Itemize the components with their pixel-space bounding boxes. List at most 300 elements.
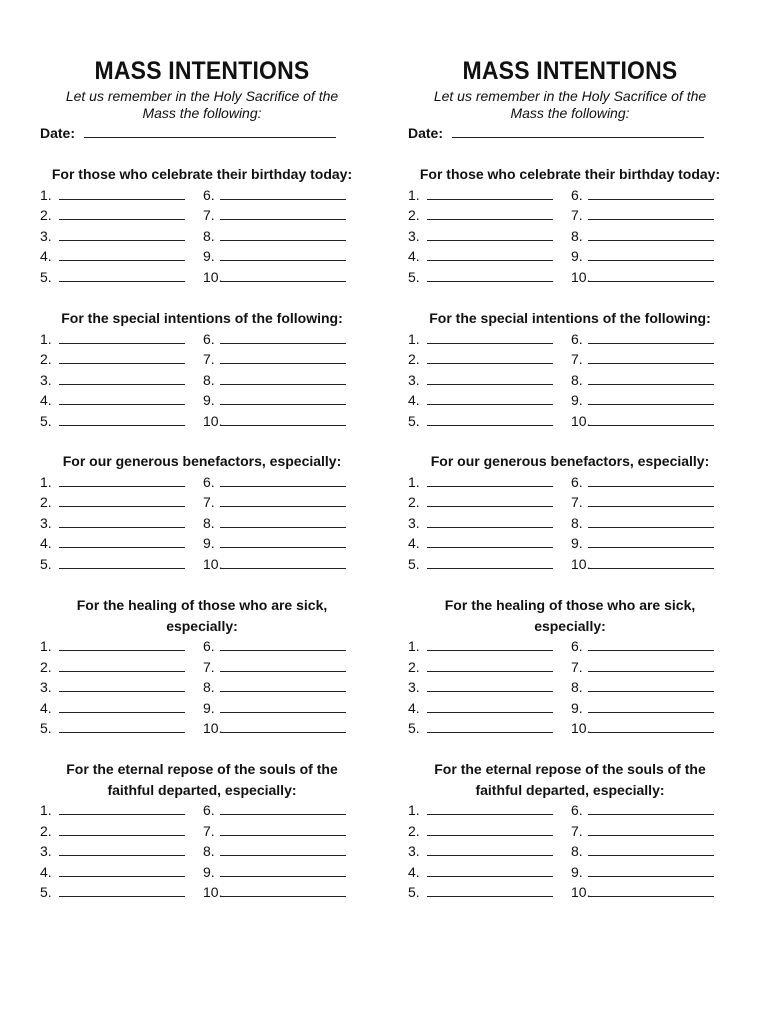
name-entry	[203, 246, 346, 267]
entry-number: 8.	[203, 843, 215, 859]
name-line-row	[37, 698, 367, 719]
entry-number: 6.	[203, 186, 215, 203]
name-entry	[203, 349, 346, 370]
name-entry	[408, 657, 553, 678]
name-blank-line[interactable]	[59, 842, 185, 856]
entry-number: 10.	[571, 412, 591, 429]
name-entry	[571, 657, 714, 678]
name-blank-line[interactable]	[220, 842, 346, 856]
entry-number: 9.	[571, 535, 583, 551]
name-entry	[408, 636, 553, 657]
name-entry	[203, 390, 346, 411]
entry-number: 5.	[40, 720, 52, 736]
name-blank-line[interactable]	[220, 247, 346, 261]
name-blank-line[interactable]	[59, 268, 185, 282]
name-entry	[408, 698, 553, 719]
name-blank-line[interactable]	[59, 534, 185, 548]
name-line-row	[405, 267, 735, 288]
name-blank-line[interactable]	[427, 473, 553, 487]
name-entry	[408, 226, 553, 247]
name-blank-line[interactable]	[588, 514, 714, 528]
name-entry	[203, 185, 346, 206]
name-entry	[40, 533, 185, 554]
name-blank-line[interactable]	[220, 883, 346, 897]
name-blank-line[interactable]	[220, 371, 346, 385]
name-entry	[40, 513, 185, 534]
name-line-row	[37, 513, 367, 534]
name-blank-line[interactable]	[588, 330, 714, 344]
entry-number: 2.	[40, 822, 52, 839]
name-blank-line[interactable]	[588, 555, 714, 569]
name-entry	[40, 349, 185, 370]
name-line-row	[37, 718, 367, 739]
name-blank-line[interactable]	[59, 637, 185, 651]
entry-number: 7.	[571, 351, 583, 367]
name-entry	[571, 677, 714, 698]
name-blank-line[interactable]	[588, 822, 714, 836]
name-blank-line[interactable]	[427, 350, 553, 364]
entry-number: 2.	[40, 351, 52, 367]
entry-number: 5.	[40, 555, 52, 572]
name-blank-line[interactable]	[59, 822, 185, 836]
name-blank-line[interactable]	[427, 883, 553, 897]
name-blank-line[interactable]	[588, 842, 714, 856]
name-blank-line[interactable]	[588, 350, 714, 364]
name-blank-line[interactable]	[427, 371, 553, 385]
name-blank-line[interactable]	[220, 534, 346, 548]
name-entry	[40, 698, 185, 719]
name-entry	[40, 226, 185, 247]
name-entry	[40, 718, 185, 739]
name-blank-line[interactable]	[588, 186, 714, 200]
name-entry	[571, 698, 714, 719]
name-entry	[408, 349, 553, 370]
name-blank-line[interactable]	[220, 658, 346, 672]
name-line-row	[405, 636, 735, 657]
section-heading: For the eternal repose of the souls of the faithful departed, especially:	[434, 761, 706, 798]
name-blank-line[interactable]	[220, 186, 346, 200]
entry-number: 1.	[40, 802, 52, 818]
name-line-row	[405, 492, 735, 513]
section-heading: For the healing of those who are sick, especially:	[76, 597, 328, 634]
entry-number: 3.	[40, 843, 52, 859]
name-entry	[408, 718, 553, 739]
entry-number: 5.	[408, 720, 420, 736]
name-blank-line[interactable]	[59, 883, 185, 897]
name-line-row	[405, 677, 735, 698]
name-entry	[203, 677, 346, 698]
name-line-row	[405, 862, 735, 883]
name-blank-line[interactable]	[427, 227, 553, 241]
name-blank-line[interactable]	[220, 555, 346, 569]
name-line-row	[405, 472, 735, 493]
entry-number: 6.	[571, 638, 583, 654]
entry-number: 10.	[203, 884, 223, 900]
entry-number: 10.	[203, 412, 223, 429]
entry-number: 3.	[408, 679, 420, 695]
name-entry	[408, 862, 553, 883]
name-entry	[408, 246, 553, 267]
entry-number: 5.	[408, 555, 420, 572]
name-blank-line[interactable]	[220, 227, 346, 241]
name-blank-line[interactable]	[220, 637, 346, 651]
name-line-row	[405, 513, 735, 534]
name-blank-line[interactable]	[427, 534, 553, 548]
name-blank-line[interactable]	[588, 883, 714, 897]
name-blank-line[interactable]	[588, 699, 714, 713]
entry-number: 5.	[40, 268, 52, 285]
entry-number: 6.	[571, 330, 583, 347]
name-blank-line[interactable]	[220, 678, 346, 692]
name-entry	[408, 513, 553, 534]
intention-section	[37, 308, 367, 431]
section-heading: For those who celebrate their birthday today:	[51, 166, 353, 182]
name-entry	[408, 205, 553, 226]
name-blank-line[interactable]	[59, 801, 185, 815]
name-blank-line[interactable]	[427, 822, 553, 836]
name-blank-line[interactable]	[59, 658, 185, 672]
name-entry	[203, 841, 346, 862]
name-blank-line[interactable]	[220, 206, 346, 220]
entry-number: 4.	[408, 392, 420, 408]
name-line-row	[405, 329, 735, 350]
name-blank-line[interactable]	[220, 412, 346, 426]
intention-section	[405, 308, 735, 431]
entry-number: 6.	[203, 473, 215, 490]
name-line-row	[405, 370, 735, 391]
entry-number: 2.	[408, 207, 420, 223]
name-entry	[40, 492, 185, 513]
name-line-row	[37, 492, 367, 513]
intention-section	[405, 451, 735, 574]
name-blank-line[interactable]	[427, 678, 553, 692]
name-blank-line[interactable]	[220, 473, 346, 487]
name-blank-line[interactable]	[427, 637, 553, 651]
entry-number: 6.	[203, 638, 215, 654]
entry-number: 10.	[571, 884, 591, 900]
entry-number: 9.	[571, 863, 583, 880]
entry-number: 3.	[408, 227, 420, 244]
name-blank-line[interactable]	[220, 514, 346, 528]
name-blank-line[interactable]	[588, 534, 714, 548]
entry-number: 9.	[203, 863, 215, 880]
name-entry	[203, 718, 346, 739]
name-line-row	[37, 370, 367, 391]
entry-number: 9.	[571, 392, 583, 408]
name-entry	[203, 226, 346, 247]
name-blank-line[interactable]	[220, 391, 346, 405]
name-line-row	[37, 677, 367, 698]
name-lines	[405, 636, 735, 739]
entry-number: 3.	[408, 371, 420, 388]
name-entry	[40, 636, 185, 657]
name-blank-line[interactable]	[220, 493, 346, 507]
entry-number: 7.	[203, 207, 215, 223]
entry-number: 10.	[203, 268, 223, 285]
entry-number: 6.	[571, 802, 583, 818]
name-entry	[408, 800, 553, 821]
name-entry	[203, 657, 346, 678]
name-blank-line[interactable]	[220, 822, 346, 836]
name-blank-line[interactable]	[588, 371, 714, 385]
name-line-row	[405, 205, 735, 226]
name-blank-line[interactable]	[59, 206, 185, 220]
name-blank-line[interactable]	[59, 247, 185, 261]
intention-section	[37, 759, 367, 903]
name-lines	[37, 329, 367, 432]
name-line-row	[37, 390, 367, 411]
entry-number: 4.	[408, 248, 420, 264]
name-blank-line[interactable]	[427, 206, 553, 220]
intention-section	[405, 759, 735, 903]
name-entry	[203, 800, 346, 821]
entry-number: 5.	[40, 412, 52, 429]
name-line-row	[405, 226, 735, 247]
name-entry	[408, 329, 553, 350]
entry-number: 8.	[571, 679, 583, 695]
name-entry	[408, 882, 553, 903]
name-entry	[571, 636, 714, 657]
name-blank-line[interactable]	[59, 555, 185, 569]
name-blank-line[interactable]	[427, 330, 553, 344]
name-blank-line[interactable]	[588, 391, 714, 405]
name-blank-line[interactable]	[427, 555, 553, 569]
date-label: Date:	[40, 125, 76, 141]
name-blank-line[interactable]	[427, 493, 553, 507]
name-entry	[571, 205, 714, 226]
name-blank-line[interactable]	[59, 391, 185, 405]
name-line-row	[37, 636, 367, 657]
name-entry	[408, 677, 553, 698]
name-blank-line[interactable]	[59, 371, 185, 385]
name-blank-line[interactable]	[427, 268, 553, 282]
name-blank-line[interactable]	[59, 186, 185, 200]
name-blank-line[interactable]	[588, 206, 714, 220]
name-blank-line[interactable]	[427, 699, 553, 713]
name-blank-line[interactable]	[59, 350, 185, 364]
name-blank-line[interactable]	[59, 493, 185, 507]
name-blank-line[interactable]	[427, 801, 553, 815]
entry-number: 8.	[203, 227, 215, 244]
name-entry	[571, 554, 714, 575]
name-line-row	[405, 882, 735, 903]
name-entry	[203, 554, 346, 575]
name-blank-line[interactable]	[588, 473, 714, 487]
intention-section	[37, 451, 367, 574]
entry-number: 1.	[408, 186, 420, 203]
entry-number: 3.	[408, 514, 420, 531]
name-line-row	[37, 226, 367, 247]
name-entry	[40, 800, 185, 821]
entry-number: 1.	[408, 330, 420, 347]
name-line-row	[37, 554, 367, 575]
name-blank-line[interactable]	[588, 658, 714, 672]
name-entry	[40, 370, 185, 391]
name-entry	[40, 411, 185, 432]
name-entry	[40, 657, 185, 678]
name-blank-line[interactable]	[427, 863, 553, 877]
name-entry	[40, 821, 185, 842]
name-entry	[203, 329, 346, 350]
name-blank-line[interactable]	[220, 801, 346, 815]
name-blank-line[interactable]	[220, 699, 346, 713]
name-blank-line[interactable]	[588, 637, 714, 651]
name-blank-line[interactable]	[427, 186, 553, 200]
entry-number: 2.	[40, 494, 52, 510]
entry-number: 10.	[571, 268, 591, 285]
name-blank-line[interactable]	[59, 863, 185, 877]
name-line-row	[405, 246, 735, 267]
name-blank-line[interactable]	[59, 719, 185, 733]
entry-number: 10.	[571, 720, 591, 736]
name-entry	[571, 492, 714, 513]
name-blank-line[interactable]	[59, 473, 185, 487]
name-line-row	[37, 800, 367, 821]
name-entry	[203, 821, 346, 842]
name-entry	[571, 390, 714, 411]
name-blank-line[interactable]	[59, 227, 185, 241]
name-line-row	[405, 718, 735, 739]
name-blank-line[interactable]	[59, 678, 185, 692]
name-line-row	[405, 698, 735, 719]
name-entry	[40, 185, 185, 206]
form-subtitle: Let us remember in the Holy Sacrifice of the Mass the following:	[65, 88, 339, 121]
entry-number: 6.	[203, 802, 215, 818]
name-blank-line[interactable]	[588, 863, 714, 877]
name-blank-line[interactable]	[588, 719, 714, 733]
entry-number: 8.	[203, 371, 215, 388]
entry-number: 5.	[408, 412, 420, 429]
name-blank-line[interactable]	[59, 514, 185, 528]
name-entry	[40, 882, 185, 903]
name-blank-line[interactable]	[59, 330, 185, 344]
name-line-row	[37, 411, 367, 432]
name-entry	[203, 636, 346, 657]
date-blank-line[interactable]	[84, 124, 336, 138]
name-line-row	[37, 205, 367, 226]
name-blank-line[interactable]	[588, 412, 714, 426]
name-entry	[571, 349, 714, 370]
entry-number: 6.	[571, 186, 583, 203]
name-entry	[571, 370, 714, 391]
entry-number: 8.	[571, 843, 583, 859]
name-blank-line[interactable]	[588, 678, 714, 692]
entry-number: 2.	[40, 658, 52, 675]
name-blank-line[interactable]	[588, 268, 714, 282]
section-heading: For the special intentions of the following:	[429, 310, 711, 326]
entry-number: 5.	[408, 268, 420, 285]
name-lines	[37, 800, 367, 903]
section-heading: For the healing of those who are sick, especially:	[444, 597, 696, 634]
intention-section	[405, 164, 735, 287]
entry-number: 4.	[408, 535, 420, 551]
entry-number: 7.	[571, 207, 583, 223]
name-entry	[571, 533, 714, 554]
name-lines	[405, 472, 735, 575]
entry-number: 4.	[40, 863, 52, 880]
entry-number: 7.	[203, 494, 215, 510]
name-line-row	[405, 800, 735, 821]
name-blank-line[interactable]	[220, 330, 346, 344]
name-lines	[405, 329, 735, 432]
entry-number: 3.	[40, 371, 52, 388]
name-entry	[40, 329, 185, 350]
name-entry	[408, 185, 553, 206]
name-blank-line[interactable]	[427, 719, 553, 733]
name-blank-line[interactable]	[588, 801, 714, 815]
name-blank-line[interactable]	[427, 842, 553, 856]
entry-number: 9.	[203, 248, 215, 264]
name-line-row	[405, 657, 735, 678]
name-entry	[571, 718, 714, 739]
entry-number: 2.	[408, 351, 420, 367]
entry-number: 2.	[408, 658, 420, 675]
name-line-row	[405, 533, 735, 554]
name-entry	[203, 533, 346, 554]
name-line-row	[37, 882, 367, 903]
entry-number: 4.	[40, 699, 52, 716]
entry-number: 9.	[203, 535, 215, 551]
name-lines	[405, 800, 735, 903]
name-blank-line[interactable]	[220, 719, 346, 733]
name-entry	[408, 411, 553, 432]
section-heading: For our generous benefactors, especially:	[62, 453, 342, 469]
name-entry	[203, 205, 346, 226]
entry-number: 8.	[203, 514, 215, 531]
name-blank-line[interactable]	[427, 391, 553, 405]
name-entry	[571, 472, 714, 493]
name-lines	[405, 185, 735, 288]
name-blank-line[interactable]	[59, 699, 185, 713]
entry-number: 7.	[571, 494, 583, 510]
name-entry	[571, 513, 714, 534]
name-line-row	[405, 554, 735, 575]
name-blank-line[interactable]	[427, 514, 553, 528]
name-blank-line[interactable]	[59, 412, 185, 426]
name-blank-line[interactable]	[427, 247, 553, 261]
form-title: MASS INTENTIONS	[94, 57, 310, 85]
name-line-row	[37, 472, 367, 493]
name-blank-line[interactable]	[220, 350, 346, 364]
name-entry	[571, 185, 714, 206]
name-blank-line[interactable]	[427, 658, 553, 672]
name-blank-line[interactable]	[220, 863, 346, 877]
entry-number: 1.	[40, 638, 52, 654]
entry-number: 4.	[408, 699, 420, 716]
name-blank-line[interactable]	[220, 268, 346, 282]
name-entry	[571, 329, 714, 350]
entry-number: 2.	[408, 494, 420, 510]
entry-number: 1.	[408, 473, 420, 490]
entry-number: 3.	[408, 843, 420, 859]
entry-number: 1.	[40, 186, 52, 203]
entry-number: 3.	[40, 679, 52, 695]
date-blank-line[interactable]	[452, 124, 704, 138]
name-blank-line[interactable]	[588, 227, 714, 241]
entry-number: 4.	[40, 535, 52, 551]
name-line-row	[37, 349, 367, 370]
date-row	[408, 124, 704, 142]
entry-number: 8.	[571, 227, 583, 244]
intention-section	[405, 595, 735, 739]
name-blank-line[interactable]	[588, 493, 714, 507]
entry-number: 5.	[408, 884, 420, 900]
name-line-row	[405, 821, 735, 842]
name-entry	[408, 554, 553, 575]
name-blank-line[interactable]	[427, 412, 553, 426]
intention-section	[37, 595, 367, 739]
name-blank-line[interactable]	[588, 247, 714, 261]
